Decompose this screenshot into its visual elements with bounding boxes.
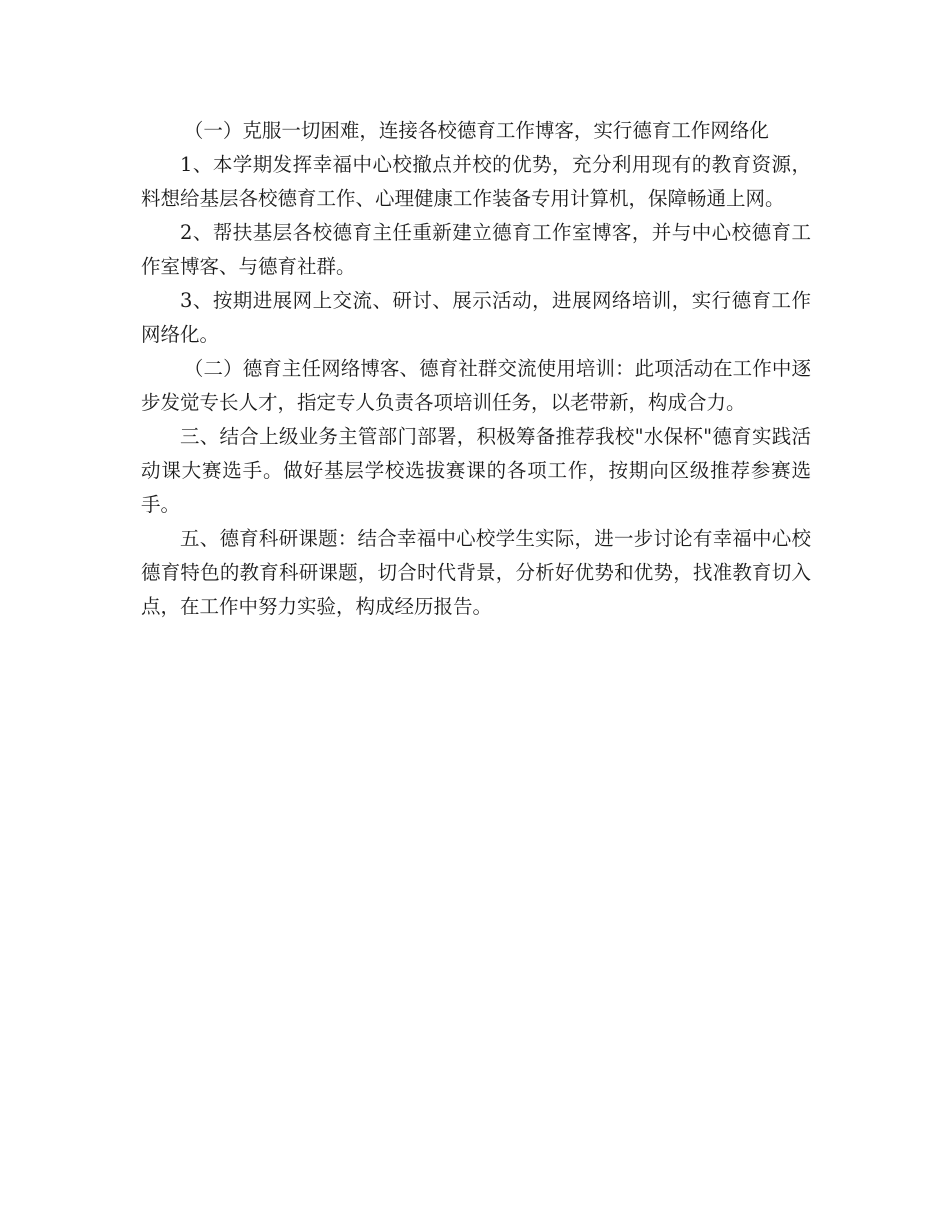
paragraph-section-five: 五、德育科研课题：结合幸福中心校学生实际，进一步讨论有幸福中心校德育特色的教育科研课题，切合时代背景，分析好优势和优势，找准教育切入点，在工作中努力实验，构成经历报告。 [141, 527, 811, 618]
document-body [141, 114, 811, 624]
paragraph-item-3: 3、按期进展网上交流、研讨、展示活动，进展网络培训，实行德育工作网络化。 [141, 289, 811, 346]
section-heading-network: （一）克服一切困难，连接各校德育工作博客，实行德育工作网络化 [183, 119, 769, 142]
section-heading-training: （二）德育主任网络博客、德育社群交流使用培训：此项活动在工作中逐步发觉专长人才，指定专人负责各项培训任务，以老带新，构成合力。 [141, 357, 811, 414]
paragraph-item-1: 1、本学期发挥幸福中心校撤点并校的优势，充分利用现有的教育资源，料想给基层各校德育工作、心理健康工作装备专用计算机，保障畅通上网。 [141, 153, 811, 210]
paragraph-item-2: 2、帮扶基层各校德育主任重新建立德育工作室博客，并与中心校德育工作室博客、与德育社群。 [141, 221, 811, 278]
paragraph-section-three: 三、结合上级业务主管部门部署，积极筹备推荐我校"水保杯"德育实践活动课大赛选手。做好基层学校选拔赛课的各项工作，按期向区级推荐参赛选手。 [141, 425, 811, 516]
